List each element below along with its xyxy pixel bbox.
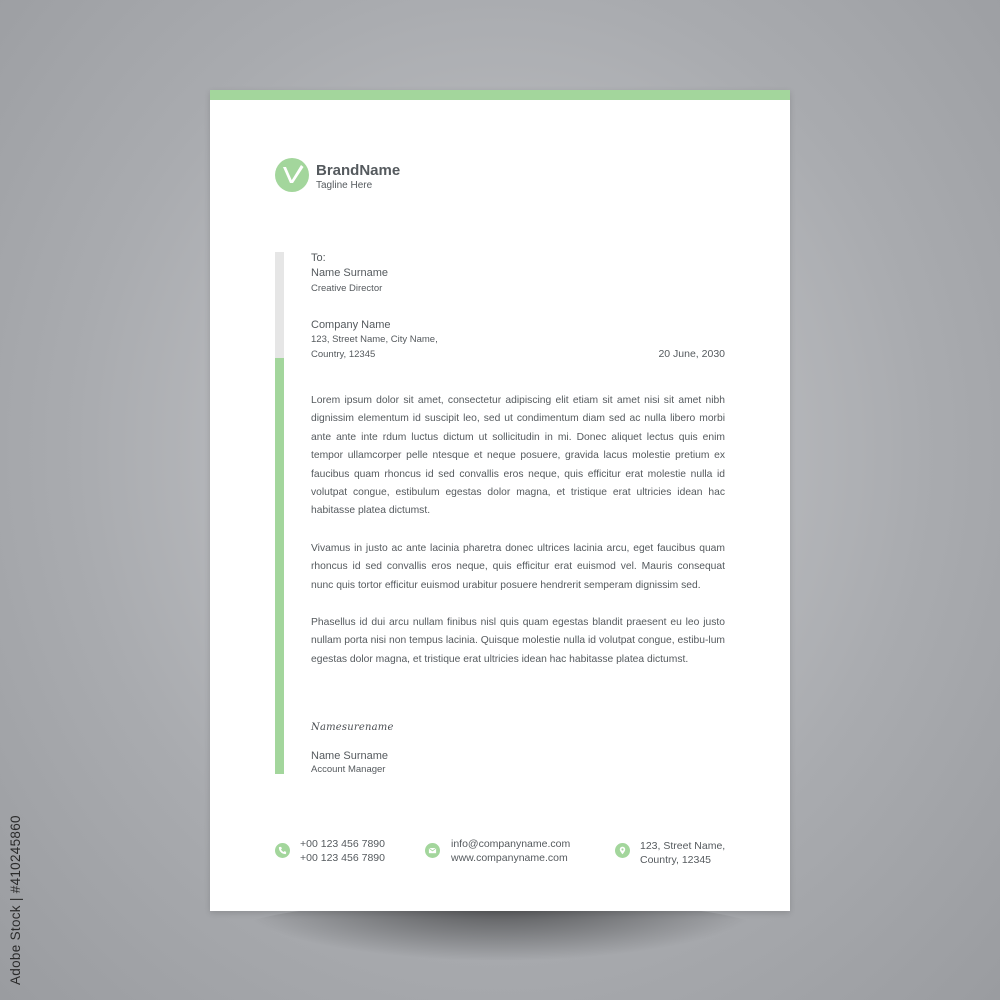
phone-icon — [275, 843, 290, 858]
signature: Namesurename — [311, 722, 394, 733]
body-paragraph: Phasellus id dui arcu nullam finibus nisl quis quam egestas blandit praesent eu leo justo nullam porta nisi non tempus lacinia. Quisque molestie nulla id volutpat congue, estibu-lum egestas dolor magna, et tristique erat ultricies idean hac habitasse platea dictumst. — [311, 617, 725, 665]
footer-phone-2: +00 123 456 7890 — [300, 852, 385, 864]
recipient-role: Creative Director — [311, 283, 383, 294]
brand-tagline: Tagline Here — [316, 180, 373, 191]
to-label: To: — [311, 252, 326, 264]
footer-address-line1: 123, Street Name, — [640, 840, 726, 852]
side-bar-grey — [275, 252, 284, 358]
footer-website[interactable]: www.companyname.com — [451, 852, 568, 864]
mail-icon — [425, 843, 440, 858]
location-icon — [615, 843, 630, 858]
side-bar-green — [275, 358, 284, 774]
footer-phone-1: +00 123 456 7890 — [300, 838, 385, 850]
signoff-role: Account Manager — [311, 764, 386, 775]
top-accent-bar — [210, 90, 790, 100]
recipient-company: Company Name — [311, 319, 391, 331]
brand-name: BrandName — [316, 162, 401, 179]
stock-id-label: Adobe Stock | #410245860 — [8, 815, 23, 985]
footer-email[interactable]: info@companyname.com — [451, 838, 571, 850]
recipient-address-line1: 123, Street Name, City Name, — [311, 334, 438, 345]
body-paragraph: Vivamus in justo ac ante lacinia pharetra donec ultrices lacinia arcu, eget faucibus quam rhoncus id sed convallis eros neque, quis efficitur erat euismod vel. Mauris consequat nunc quis tortor efficitur euismod urabitur posuere hendrerit semperam dignissim sed. — [311, 543, 725, 591]
letter-date: 20 June, 2030 — [658, 348, 725, 360]
body-paragraph: Lorem ipsum dolor sit amet, consectetur adipiscing elit etiam sit amet nisi sit amet nibh dignissim elementum id suscipit leo, sed ut condimentum diam sed ac nulla libero morbi ante ante inte rdum luctus dictum ut sollicitudin in mi. Donec aliquet lectus quis enim tempor ullamcorper pelle ntesque et neque posuere, gravida lacus molestie pretium ex faucibus quam rhoncus id sed convallis eros neque, quis efficitur erat molestie nulla id volutpat congue, estibulum egestas dolor magna, et tristique erat ultricies idean hac habitasse platea dictumst. — [311, 395, 725, 517]
brand-logo-icon — [275, 158, 309, 192]
recipient-name: Name Surname — [311, 267, 389, 279]
signoff-name: Name Surname — [311, 750, 389, 762]
recipient-address-line2: Country, 12345 — [311, 349, 376, 360]
letterhead-page — [210, 90, 790, 911]
footer-address-line2: Country, 12345 — [640, 854, 712, 866]
